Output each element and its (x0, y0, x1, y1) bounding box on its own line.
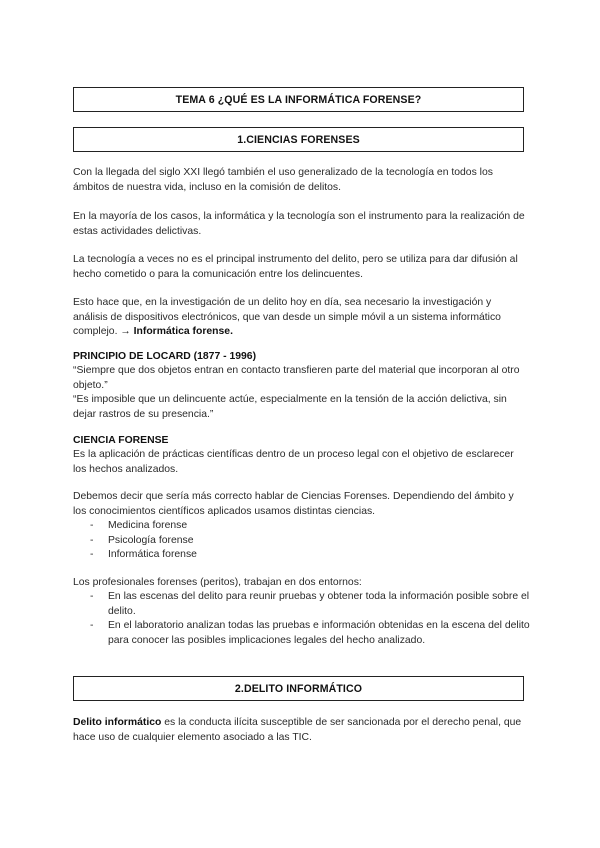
informatica-forense-term: Informática forense. (133, 326, 233, 338)
dash-bullet: - (90, 534, 94, 546)
ciencias-intro: Debemos decir que sería más correcto hablar de Ciencias Forenses. Dependiendo del ámbito y los conocimientos científicos aplicados usamos distintas ciencias. (73, 491, 514, 517)
dash-bullet: - (90, 549, 94, 561)
dash-bullet: - (90, 620, 94, 632)
entornos-intro: Los profesionales forenses (peritos), trabajan en dos entornos: (73, 577, 362, 588)
list-item-text: En el laboratorio analizan todas las pruebas e información obtenidas en la escena del delito para conocer las posibles implicaciones legales del hecho analizado. (108, 620, 530, 646)
locard-heading (73, 350, 528, 365)
section-heading-ciencias-forenses: 1.CIENCIAS FORENSES (73, 127, 524, 152)
list-item-text: En las escenas del delito para reunir pruebas y obtener toda la información posible sobre el delito. (108, 591, 530, 617)
paragraph-investigacion (73, 296, 528, 340)
paragraph-instrument: En la mayoría de los casos, la informática y la tecnología son el instrumento para la realización de estas actividades delictivas. (73, 211, 525, 237)
section-heading-delito-informatico: 2.DELITO INFORMÁTICO (73, 676, 524, 701)
dash-bullet: - (90, 591, 94, 602)
ciencia-forense-heading-text: CIENCIA FORENSE (73, 435, 169, 446)
paragraph-difusion: La tecnología a veces no es el principal instrumento del delito, pero se utiliza para dar difusión al hecho cometido o para la comunicación entre los delincuentes. (73, 254, 518, 280)
list-item (90, 534, 530, 549)
entornos-list (90, 590, 530, 648)
delito-informatico-definition (73, 716, 528, 745)
dash-bullet: - (90, 520, 94, 531)
list-item (90, 548, 530, 563)
delito-informatico-term: Delito informático (73, 717, 162, 728)
locard-quote-1: “Siempre que dos objetos entran en contacto transfieren parte del material que incorporan al otro objeto.” (73, 365, 520, 391)
locard-quote-2: “Es imposible que un delincuente actúe, especialmente en la tensión de la acción delictiva, sin dejar rastros de su presencia.” (73, 394, 507, 420)
ciencia-forense-heading (73, 434, 528, 449)
list-item-text: Informática forense (108, 549, 197, 561)
page-title: TEMA 6 ¿QUÉ ES LA INFORMÁTICA FORENSE? (73, 87, 524, 112)
list-item (90, 590, 530, 619)
ciencias-list (90, 519, 530, 563)
locard-heading-text: PRINCIPIO DE LOCARD (1877 - 1996) (73, 351, 257, 362)
ciencia-forense-definition: Es la aplicación de prácticas científicas dentro de un proceso legal con el objetivo de esclarecer los hechos analizados. (73, 449, 514, 475)
list-item (90, 619, 530, 648)
paragraph-intro: Con la llegada del siglo XXI llegó también el uso generalizado de la tecnología en todos los ámbitos de nuestra vida, incluso en la comisión de delitos. (73, 167, 493, 193)
paragraph-investigacion-text: Esto hace que, en la investigación de un delito hoy en día, sea necesario la investigación y análisis de dispositivos electrónicos, que van desde un simple móvil a un sistema informático complejo. → (73, 297, 501, 338)
delito-informatico-text: es la conducta ilícita susceptible de ser sancionada por el derecho penal, que hace uso de cualquier elemento asociado a las TIC. (73, 717, 522, 743)
list-item (90, 519, 530, 534)
list-item-text: Psicología forense (108, 534, 194, 546)
list-item-text: Medicina forense (108, 520, 188, 531)
